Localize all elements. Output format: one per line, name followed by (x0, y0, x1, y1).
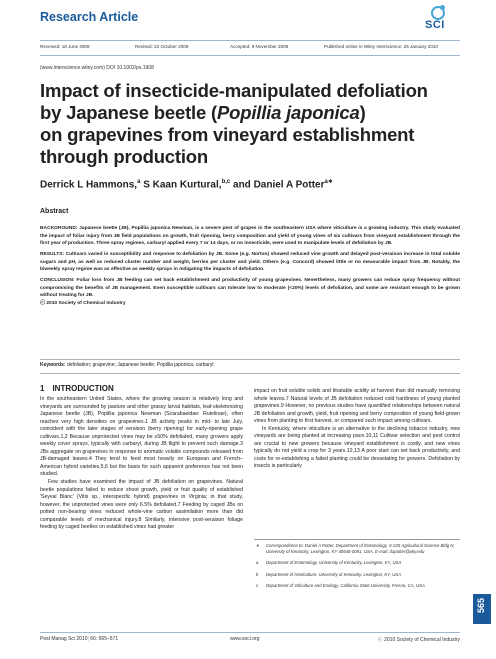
footnote-text: Department of Viticulture and Enology, California State University, Fresno, CA, USA (266, 582, 425, 588)
body-column-right (254, 388, 460, 471)
received-date: Received: 18 June 2009 (40, 44, 90, 49)
footer-divider (40, 632, 460, 633)
accepted-date: Accepted: 9 November 2009 (230, 44, 289, 49)
journal-website[interactable]: www.soci.org (230, 636, 260, 642)
keywords-text: defoliation; grapevine; Japanese beetle; Popillia japonica; carbaryl (65, 362, 214, 368)
footnote-correspondence (254, 543, 460, 555)
journal-citation: Pest Manag Sci 2010; 66: 565–571 (40, 636, 119, 642)
body-column-left (40, 396, 243, 532)
page-number: 565 (476, 598, 486, 614)
published-date: Published online in Wiley Interscience: 25 January 2010 (324, 44, 438, 49)
header-divider (40, 40, 460, 41)
section-heading-introduction (40, 384, 114, 393)
footnote-text: Department of Entomology, University of Kentucky, Lexington, KY, USA (266, 560, 402, 566)
revised-date: Revised: 22 October 2009 (135, 44, 189, 49)
abstract-conclusion-text: CONCLUSION: Foliar loss from JB feeding can set back establishment and productivity of young grapevines. Nevertheless, many growers can reduce spray frequency without compromising the benefits of JB management. Even susceptible cultivars can tolerate low to moderate (<20%) levels of defoliation, and some are resistant enough to be grown without treating for JB. (40, 278, 460, 298)
author-hammons-affil: a (137, 179, 141, 185)
intro-paragraph-4: In Kentucky, where viticulture is an alternative to the declining tobacco industry, new vineyards are being planted at increasing pace.10,11 Cultivar selection and pest control are crucial to new growers because vineyard establishment is costly, and new vines typically do not yield a crop for 3 years.12,13 A poor start can set back productivity, and costs for re-establishing a failed planting could be devastating for growers. Defoliation by insects is particularly (254, 425, 460, 470)
section-label: Research Article (40, 10, 139, 24)
sci-logo-text: SCI (425, 19, 445, 31)
footer-copyright: ⓒ 2010 Society of Chemical Industry (377, 637, 460, 643)
footnotes (254, 543, 460, 594)
keywords-divider-bottom (40, 373, 460, 374)
title-line-2a: by Japanese beetle ( (40, 102, 217, 123)
publication-dates (40, 44, 460, 54)
intro-paragraph-2: Few studies have examined the impact of JB defoliation on grapevines. Natural beetle populations failed to reduce shoot growth, yield or fruit quality of established 'Seyval Blanc' (Vitis sp., interspecific hybrid) grapevines in Virginia; in that study, however, the unprotected vines were only 6.5% defoliated.7 Feeding by caged JBs on potted non-bearing vines reduced whole-vine carbon assimilation more than did comparable levels of mechanical injury.8 Similarly, intensive post-veraison foliage feeding by caged beetles on established vines had greater (40, 479, 243, 531)
abstract-results: RESULTS: Cultivars varied in susceptibility and response to defoliation by JB. Some (e.g. Norton) showed reduced vine growth and delayed post-veraison increase in total soluble sugars and pH, as well as reduced cluster number and weight, berries per cluster and yield. Others (e.g. Concord) showed little or no measurable impact from JB. Notably, the biweekly spray regime was as effective as weekly sprays in mitigating the impacts of defoliation. (40, 252, 460, 272)
footnote-mark: ∗ (256, 543, 260, 548)
author-hammons[interactable]: Derrick L Hammons, (40, 179, 138, 191)
sci-logo (425, 6, 459, 34)
author-list (40, 178, 333, 190)
section-number: 1 (40, 384, 45, 393)
footnote-text: Department of Horticulture, University of Kentucky, Lexington, KY, USA (266, 571, 401, 577)
header-divider-2 (40, 55, 460, 56)
title-line-3: on grapevines from vineyard establishment (40, 124, 415, 145)
footnote-affiliation-b (254, 572, 460, 578)
keywords-divider-top (40, 359, 460, 360)
abstract-conclusion (40, 277, 460, 307)
author-kurtural-affil: b,c (221, 179, 231, 185)
footnote-text[interactable]: Correspondence to: Daniel A Potter, Department of Entomology, S-225 Agricultural Science Bldg N, University of Kentucky, Lexington, KY 40546-0091, USA. E-mail: dapotter@uky.edu (266, 543, 455, 555)
abstract-background: BACKGROUND: Japanese beetle (JB), Popillia japonica Newman, is a severe pest of grapes in the southeastern USA where viticulture is a growing industry. This study evaluated the impact of foliar injury from JB field populations on growth, fruit ripening, berry composition and yield of young vines of six cultivars from vineyard establishment through the first year of production. Three spray regimes, carbaryl applied every 7 or 14 days, or no insecticide, were used to manipulate levels of defoliation by JB. (40, 226, 460, 246)
doi-line[interactable]: (www.interscience.wiley.com) DOI 10.1002/ps.1908 (40, 65, 154, 71)
footnote-divider (254, 539, 460, 540)
article-title (40, 80, 460, 168)
author-potter-affil: a∗ (324, 179, 333, 185)
footnote-mark: b (256, 571, 259, 577)
footnote-affiliation-a (254, 560, 460, 566)
author-kurtural[interactable]: S Kaan Kurtural, (140, 179, 222, 191)
keywords-label: Keywords: (40, 362, 66, 368)
footnote-mark: c (256, 582, 259, 588)
abstract-body (40, 225, 460, 311)
abstract-copyright: ⓒ 2010 Society of Chemical Industry (40, 300, 126, 306)
page-footer (40, 636, 460, 646)
footnote-mark: a (256, 560, 259, 566)
abstract-heading: Abstract (40, 208, 69, 215)
intro-paragraph-3: impact on fruit soluble solids and titratable acidity at harvest than did manually removing whole leaves.7 Natural levels of JB defoliation reduced cold hardiness of young planted grapevines.9 However, no previous studies have quantified relationships between natural JB defoliation and growth, yield, fruit ripening and berry composition of young field-grown vines from planting to first harvest, or compared such impact among cultivars. (254, 388, 460, 425)
footnote-affiliation-c (254, 583, 460, 589)
title-line-2c: ) (359, 102, 366, 123)
intro-paragraph-1: In the southeastern United States, where the growing season is relatively long and vineyards are surrounded by pasture and other grassy larval habitats, leaf-skeletonizing Japanese beetle (JB), Popillia japonica Newman (Scarabaeidae: Rutelinae), often reaches very high densities on grapevines.1 JB activity peaks in mid- to late July, coincident with the later stages of veraison (berry ripening) for early-ripening grape cultivars.1,2 Because unprotected vines may be ≥50% defoliated, many growers apply weekly cover sprays, typically with carbaryl, during JB flight to prevent such damage.3 JBs aggregate on grapevines in response to aromatic volatile compounds released from JB-damaged leaves.4 They tend to feed most heavily on European and French–American hybrid varieties,5,6 but the basis for such apparent preference has not been studied. (40, 396, 243, 478)
title-line-1: Impact of insecticide-manipulated defoliation (40, 80, 428, 101)
keywords-line (40, 362, 460, 368)
section-title: INTRODUCTION (52, 384, 114, 393)
title-species: Popillia japonica (216, 102, 360, 123)
page-number-tab (473, 594, 491, 624)
author-potter[interactable]: and Daniel A Potter (230, 179, 325, 191)
sci-logo-icon (431, 6, 445, 20)
title-line-4: through production (40, 146, 208, 167)
